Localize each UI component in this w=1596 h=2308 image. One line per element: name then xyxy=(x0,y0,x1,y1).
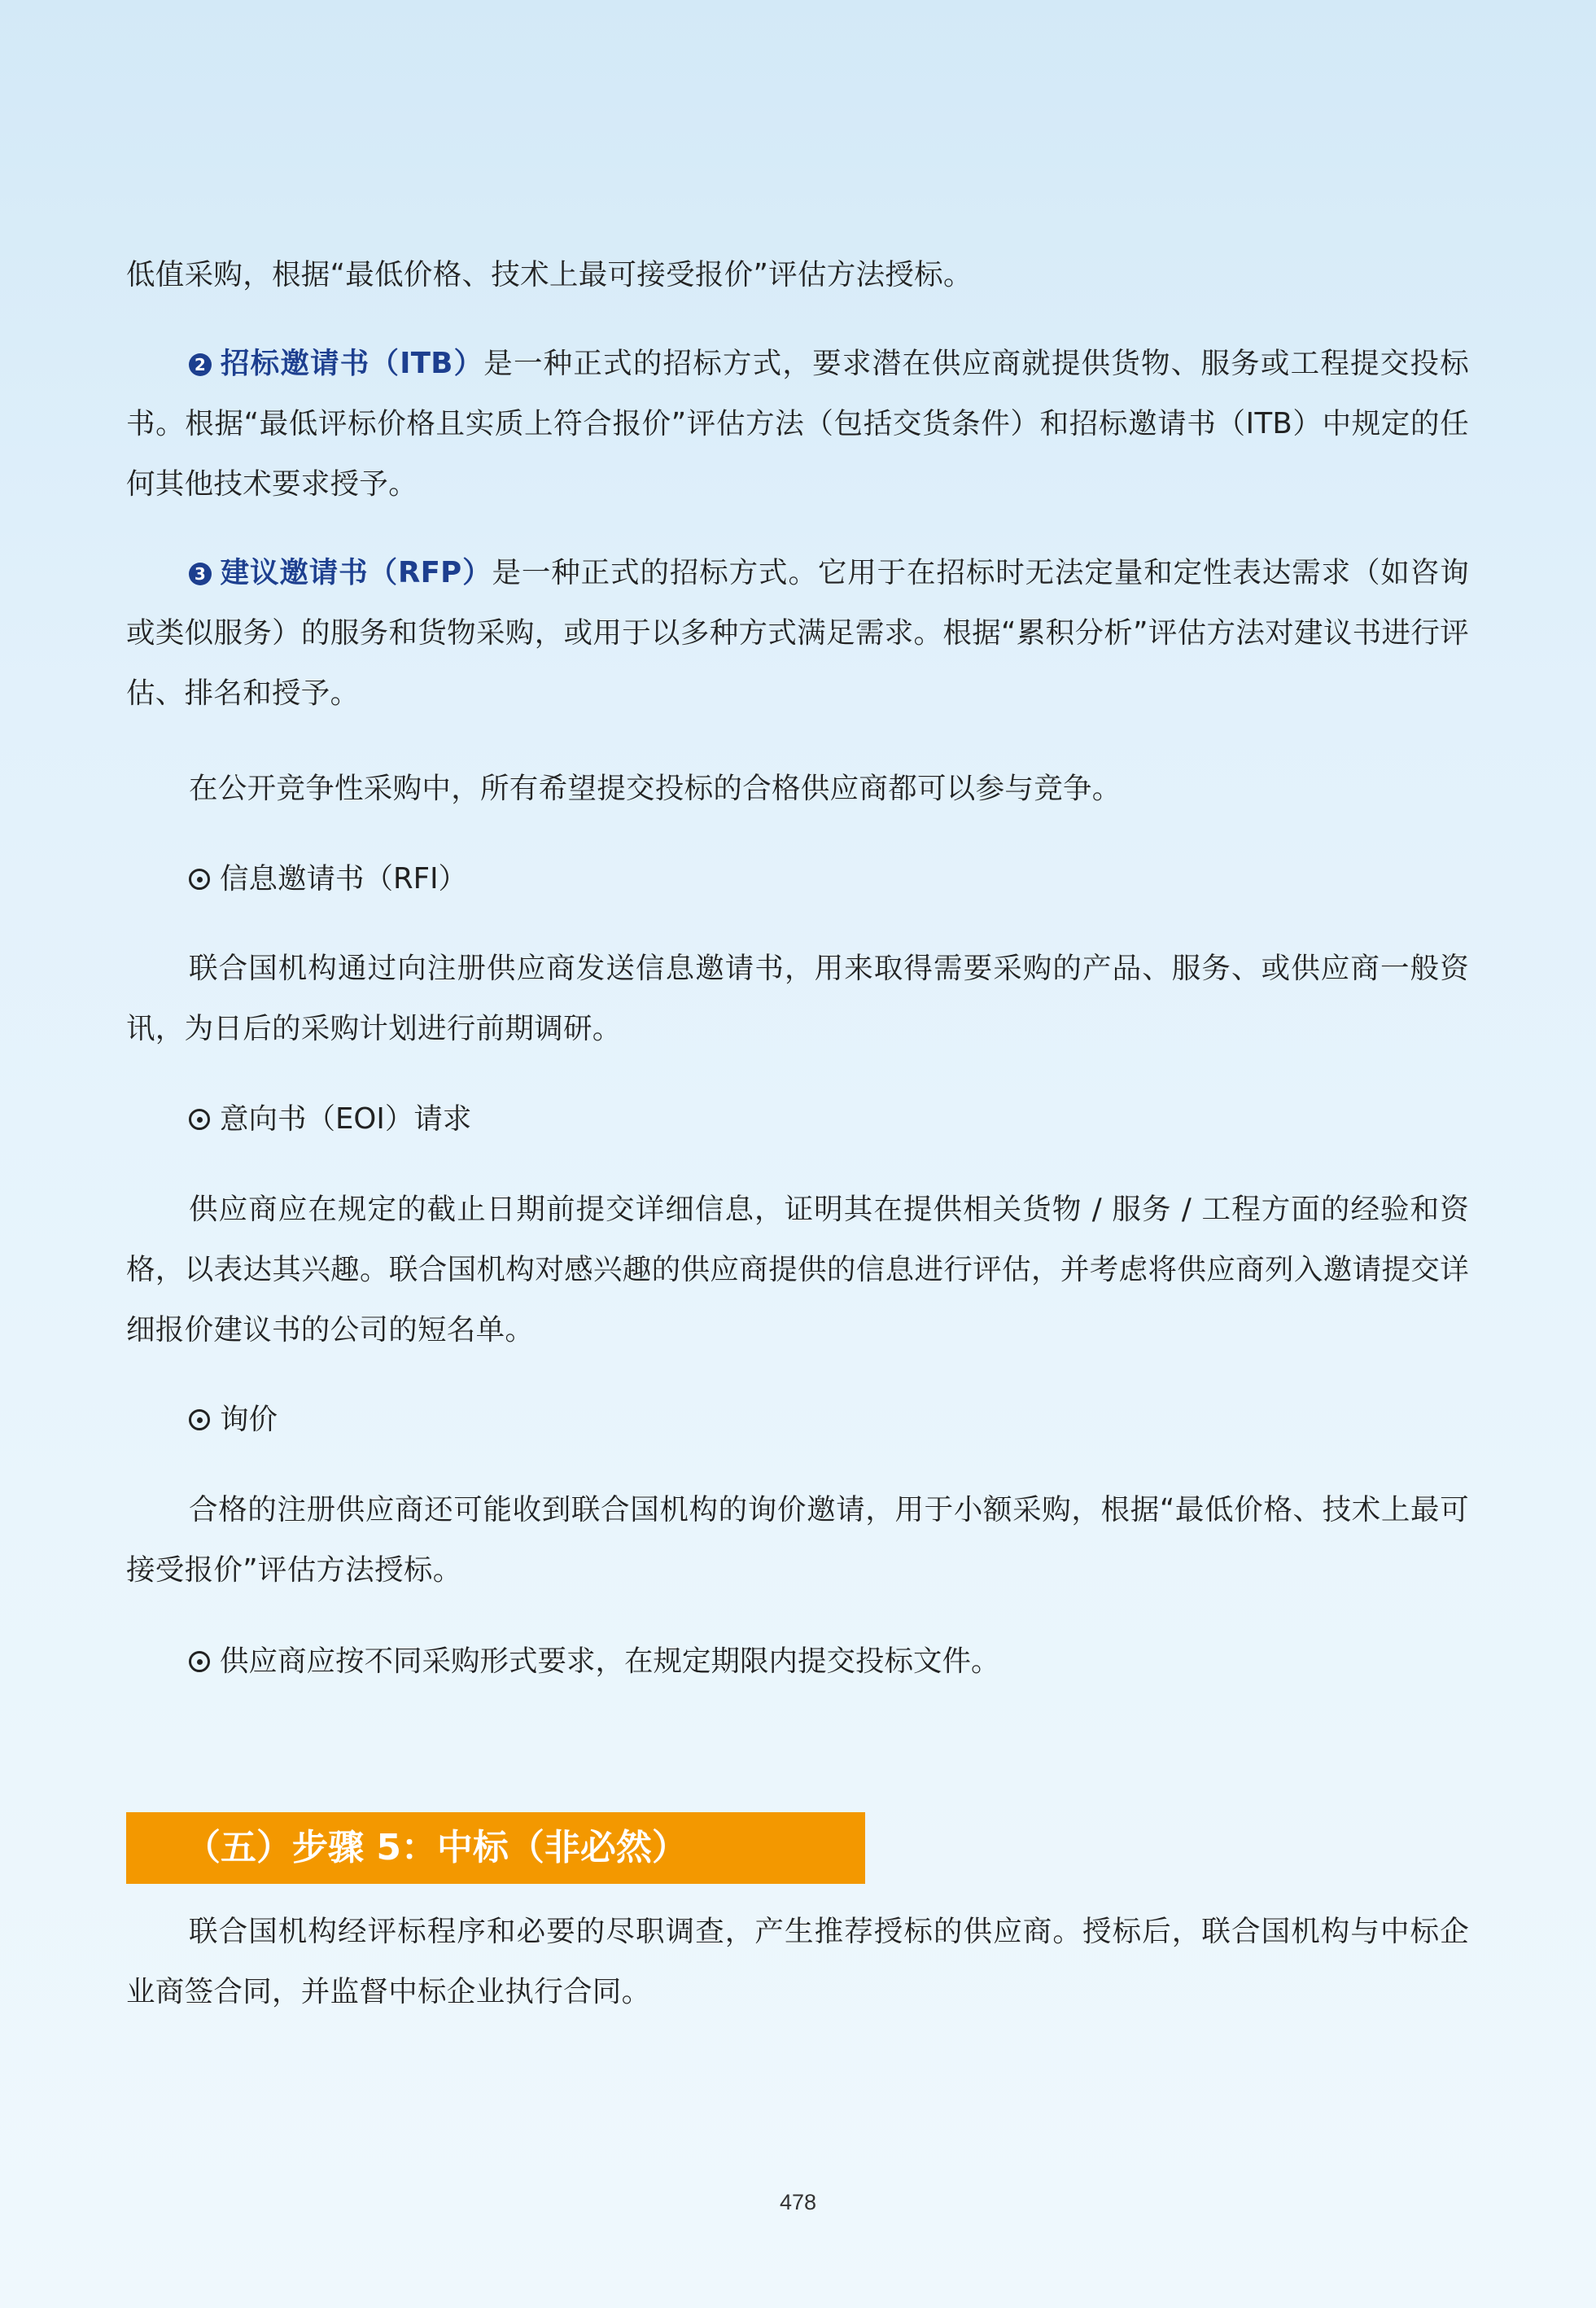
bullet-inquiry xyxy=(189,1390,278,1450)
paragraph-rfp xyxy=(126,543,1469,724)
paragraph-low-value-procurement: 低值采购，根据“最低价格、技术上最可接受报价”评估方法授标。 xyxy=(126,258,973,291)
paragraph-rfp-text: 是一种正式的招标方式。它用于在招标时无法定量和定性表达需求（如咨询或类似服务）的服务和货物采购，或用于以多种方式满足需求。根据“累积分析”评估方法对建议书进行评估、排名和授予。 xyxy=(126,556,1469,710)
term-rfp: 建议邀请书（RFP） xyxy=(220,556,492,589)
page-number: 478 xyxy=(779,2190,817,2214)
bullet-rfi xyxy=(189,849,467,909)
paragraph-eoi-description: 供应商应在规定的截止日期前提交详细信息，证明其在提供相关货物 / 服务 / 工程方面的经验和资格，以表达其兴趣。联合国机构对感兴趣的供应商提供的信息进行评估，并考虑将供应商列入邀请提交详细报价建议书的公司的短名单。 xyxy=(126,1193,1469,1347)
circle-dot-icon xyxy=(189,869,210,890)
bullet-eoi-label: 意向书（EOI）请求 xyxy=(220,1102,472,1136)
paragraph-itb xyxy=(126,334,1469,515)
term-itb: 招标邀请书（ITB） xyxy=(220,347,484,380)
paragraph-itb-text: 是一种正式的招标方式，要求潜在供应商就提供货物、服务或工程提交投标书。根据“最低评标价格且实质上符合报价”评估方法（包括交货条件）和招标邀请书（ITB）中规定的任何其他技术要求授予。 xyxy=(126,347,1470,501)
bullet-eoi xyxy=(189,1089,471,1150)
circle-dot-icon xyxy=(189,1409,210,1430)
bullet-submit-bids xyxy=(189,1631,1000,1692)
bullet-rfi-label: 信息邀请书（RFI） xyxy=(220,862,468,896)
circle-dot-icon xyxy=(189,1109,210,1130)
circle-dot-icon xyxy=(189,1651,210,1672)
section-heading-step5: （五）步骤 5：中标（非必然） xyxy=(126,1812,865,1884)
number-badge-3: 3 xyxy=(189,563,212,585)
number-badge-2: 2 xyxy=(189,353,212,376)
paragraph-rfi-description: 联合国机构通过向注册供应商发送信息邀请书，用来取得需要采购的产品、服务、或供应商一般资讯，为日后的采购计划进行前期调研。 xyxy=(126,952,1469,1045)
paragraph-inquiry-description: 合格的注册供应商还可能收到联合国机构的询价邀请，用于小额采购，根据“最低价格、技术上最可接受报价”评估方法授标。 xyxy=(126,1493,1469,1587)
bullet-submit-bids-label: 供应商应按不同采购形式要求，在规定期限内提交投标文件。 xyxy=(220,1645,1000,1678)
paragraph-award: 联合国机构经评标程序和必要的尽职调查，产生推荐授标的供应商。授标后，联合国机构与中标企业商签合同，并监督中标企业执行合同。 xyxy=(126,1915,1469,2008)
bullet-inquiry-label: 询价 xyxy=(220,1403,278,1436)
paragraph-open-competition: 在公开竞争性采购中，所有希望提交投标的合格供应商都可以参与竞争。 xyxy=(189,772,1122,805)
